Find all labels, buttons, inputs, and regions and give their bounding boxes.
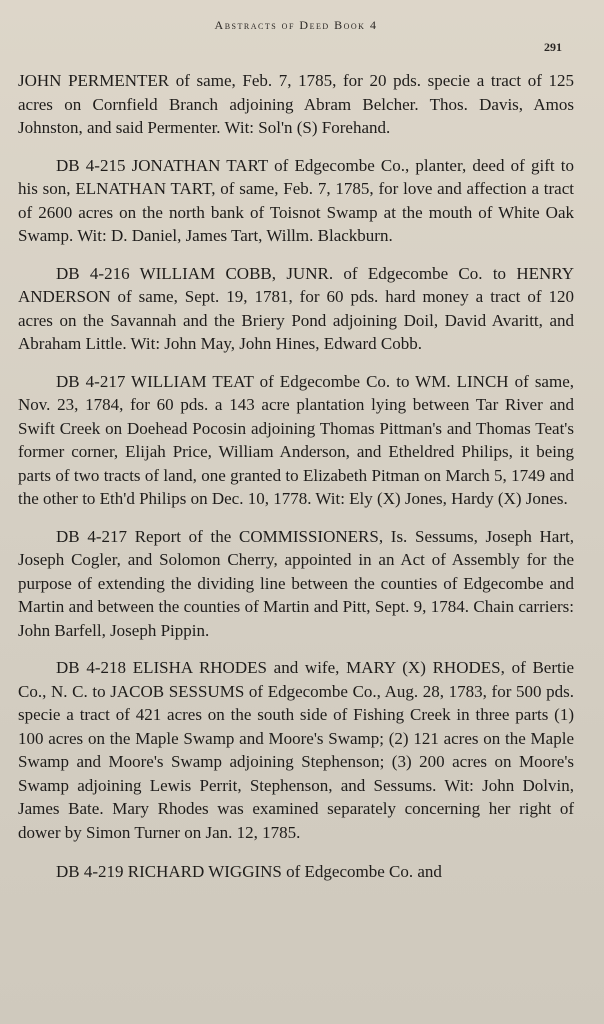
deed-entries bbox=[18, 69, 574, 884]
deed-entry-continued: JOHN PERMENTER of same, Feb. 7, 1785, for 20 pds. specie a tract of 125 acres on Cornfield Branch adjoining Abram Belcher. Thos. Davis, Amos Johnston, and said Permenter. Wit: Sol'n (S) Forehand. bbox=[18, 71, 574, 137]
running-head: Abstracts of Deed Book 4 bbox=[214, 18, 378, 32]
deed-entry-db-4-218: DB 4-218 ELISHA RHODES and wife, MARY (X) RHODES, of Bertie Co., N. C. to JACOB SESSUMS of Edgecombe Co., Aug. 28, 1783, for 500 pds. specie a tract of 421 acres on the south side of Fishing Creek in three parts (1) 100 acres on the Maple Swamp and Moore's Swamp; (2) 121 acres on the Maple Swamp and Moore's Swamp adjoining Stephenson; (3) 200 acres on Moore's Swamp adjoining Lewis Perrit, Stephenson, and Sessums. Wit: John Dolvin, James Bate. Mary Rhodes was examined separately concerning her right of dower by Simon Turner on Jan. 12, 1785. bbox=[18, 658, 574, 842]
deed-entry-db-4-217: DB 4-217 WILLIAM TEAT of Edgecombe Co. to WM. LINCH of same, Nov. 23, 1784, for 60 pds. a 143 acre plantation lying between Tar River and Swift Creek on Doehead Pocosin adjoining Thomas Pittman's and Thomas Teat's former corner, Elijah Price, William Anderson, and Etheldred Philips, it being parts of two tracts of land, one granted to Elizabeth Pitman on March 5, 1749 and the other to Eth'd Philips on Dec. 10, 1778. Wit: Ely (X) Jones, Hardy (X) Jones. bbox=[18, 371, 574, 508]
deed-entry-db-4-216: DB 4-216 WILLIAM COBB, JUNR. of Edgecombe Co. to HENRY ANDERSON of same, Sept. 19, 1781, for 60 pds. hard money a tract of 120 acres on the Savannah and the Briery Pond adjoining Doil, David Avaritt, and Abraham Little. Wit: John May, John Hines, Edward Cobb. bbox=[18, 263, 574, 353]
deed-entry-db-4-215: DB 4-215 JONATHAN TART of Edgecombe Co., planter, deed of gift to his son, ELNATHAN TART, of same, Feb. 7, 1785, for love and affection a tract of 2600 acres on the north bank of Toisnot Swamp at the mouth of White Oak Swamp. Wit: D. Daniel, James Tart, Willm. Blackburn. bbox=[18, 155, 574, 245]
page-number: 291 bbox=[544, 40, 562, 54]
deed-entry-db-4-219: DB 4-219 RICHARD WIGGINS of Edgecombe Co. and bbox=[56, 862, 442, 881]
deed-entry-db-4-217-report: DB 4-217 Report of the COMMISSIONERS, Is. Sessums, Joseph Hart, Joseph Cogler, and Solomon Cherry, appointed in an Act of Assembly for the purpose of extending the dividing line between the counties of Edgecombe and Martin and between the counties of Martin and Pitt, Sept. 9, 1784. Chain carriers: John Barfell, Joseph Pippin. bbox=[18, 526, 574, 640]
